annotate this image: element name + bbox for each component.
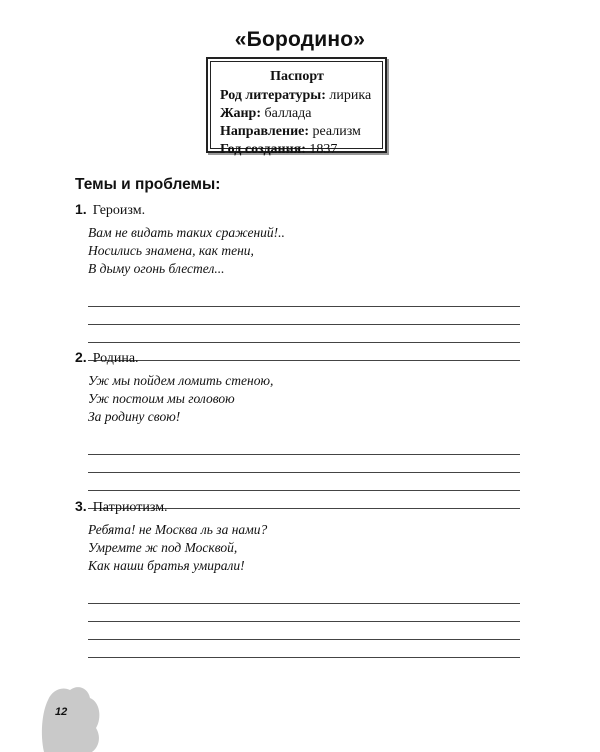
- passport-inner-frame: [210, 61, 383, 157]
- quote-line: В дыму огонь блестел...: [88, 261, 225, 276]
- passport-value: лирика: [325, 88, 372, 103]
- answer-line[interactable]: [88, 289, 520, 307]
- theme-name: Героизм.: [92, 203, 146, 218]
- theme-title: [75, 200, 520, 220]
- theme-item-heroism: [75, 200, 520, 361]
- answer-line[interactable]: [88, 604, 520, 622]
- theme-item-homeland: [75, 348, 520, 509]
- passport-label: Год создания:: [220, 142, 306, 157]
- quote-line: Носились знамена, как тени,: [88, 243, 254, 258]
- page-title: «Бородино»: [234, 28, 366, 51]
- passport-row-genre: [220, 105, 374, 123]
- answer-line[interactable]: [88, 586, 520, 604]
- passport-value: баллада: [261, 106, 312, 121]
- theme-quote: [88, 372, 520, 426]
- quote-line: Умремте ж под Москвой,: [88, 540, 238, 555]
- answer-line[interactable]: [88, 455, 520, 473]
- answer-lines: [88, 586, 520, 658]
- theme-title: [75, 348, 520, 368]
- theme-item-patriotism: [75, 497, 520, 658]
- passport-heading: Паспорт: [270, 69, 324, 84]
- theme-title: [75, 497, 520, 517]
- quote-line: За родину свою!: [88, 409, 181, 424]
- answer-line[interactable]: [88, 437, 520, 455]
- theme-name: Родина.: [92, 351, 139, 366]
- passport-label: Направление:: [220, 124, 310, 139]
- answer-line[interactable]: [88, 307, 520, 325]
- quote-line: Вам не видать таких сражений!..: [88, 225, 285, 240]
- theme-quote: [88, 224, 520, 278]
- passport-box: [206, 57, 387, 157]
- theme-number: 3.: [75, 498, 87, 514]
- passport-row-genus: [220, 87, 374, 105]
- answer-line[interactable]: [88, 640, 520, 658]
- theme-quote: [88, 521, 520, 575]
- theme-number: 1.: [75, 201, 87, 217]
- quote-line: Как наши братья умирали!: [88, 558, 245, 573]
- quote-line: Ребята! не Москва ль за нами?: [88, 522, 268, 537]
- theme-number: 2.: [75, 349, 87, 365]
- passport-row-direction: [220, 123, 374, 141]
- answer-line[interactable]: [88, 622, 520, 640]
- answer-line[interactable]: [88, 473, 520, 491]
- passport-label: Род литературы:: [220, 88, 326, 103]
- theme-name: Патриотизм.: [92, 500, 168, 515]
- quote-line: Уж постоим мы головою: [88, 391, 235, 406]
- passport-value: реализм: [309, 124, 361, 139]
- quote-line: Уж мы пойдем ломить стеною,: [88, 373, 274, 388]
- section-heading: Темы и проблемы:: [75, 176, 221, 193]
- page-number-blob: [40, 682, 102, 752]
- passport-value: 1837: [305, 142, 338, 157]
- answer-line[interactable]: [88, 325, 520, 343]
- passport-row-year: [220, 141, 374, 159]
- passport-label: Жанр:: [220, 106, 262, 121]
- page-number: 12: [55, 706, 68, 718]
